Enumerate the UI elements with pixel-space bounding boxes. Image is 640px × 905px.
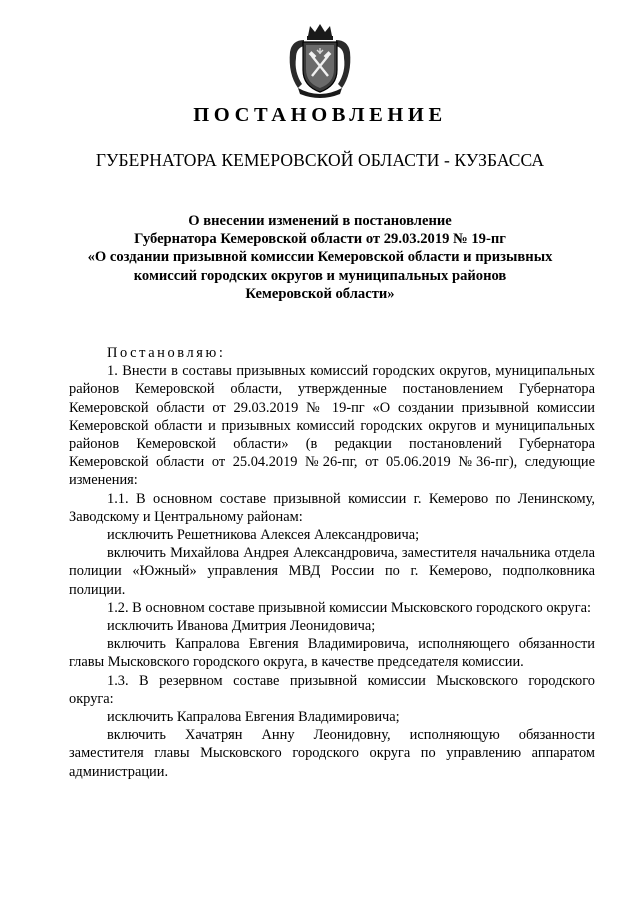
body-paragraph: включить Капралова Евгения Владимировича, исполняющего обязанности главы Мысковского городского округа, в качестве председателя комиссии. [69, 636, 595, 671]
body-paragraph: исключить Решетникова Алексея Александровича; [107, 527, 420, 544]
title-line: О внесении изменений в постановление [188, 213, 452, 229]
title-line: Губернатора Кемеровской области от 29.03.2019 № 19-пг [134, 231, 506, 248]
title-line: Кемеровской области» [245, 285, 395, 302]
body-paragraph: исключить Капралова Евгения Владимировича; [107, 709, 400, 726]
body-paragraph: 1. Внести в составы призывных комиссий городских округов, муниципальных районов Кемеровской области, утвержденные постановлением Губернатора Кемеровской области от 29.03.2019 № 19-пг «О создании призывной комиссии Кемеровской области и призывных комиссий городских округов и муниципальных районов Кемеровской области» (в редакции постановлений Губернатора Кемеровской области от 25.04.2019 №26-пг, от 05.06.2019 №36-пг), следующие изменения: [69, 363, 595, 489]
body-paragraph: включить Хачатрян Анну Леонидовну, исполняющую обязанности заместителя главы Мысковского городского округа по управлению аппаратом администрации. [69, 727, 595, 780]
body-paragraph: 1.3. В резервном составе призывной комиссии Мысковского городского округа: [69, 672, 595, 707]
document-type-heading: ПОСТАНОВЛЕНИЕ [193, 104, 447, 126]
document-title [60, 212, 580, 303]
body-paragraph: 1.1. В основном составе призывной комиссии г. Кемерово по Ленинскому, Заводскому и Центральному районам: [69, 490, 595, 525]
issuer-heading: ГУБЕРНАТОРА КЕМЕРОВСКОЙ ОБЛАСТИ - КУЗБАССА [95, 150, 545, 170]
title-line: комиссий городских округов и муниципальных районов [133, 267, 507, 284]
body-paragraph: 1.2. В основном составе призывной комиссии Мысковского городского округа: [107, 599, 592, 616]
resolution-word: Постановляю: [107, 345, 226, 361]
document-body [69, 344, 595, 781]
body-paragraph: включить Михайлова Андрея Александровича, заместителя начальника отдела полиции «Южный» управления МВД России по г. Кемерово, подполковника полиции. [69, 545, 595, 598]
coat-of-arms-icon [286, 22, 354, 98]
body-paragraph: исключить Иванова Дмитрия Леонидовича; [107, 618, 376, 635]
title-line: «О создании призывной комиссии Кемеровской области и призывных [87, 249, 553, 266]
